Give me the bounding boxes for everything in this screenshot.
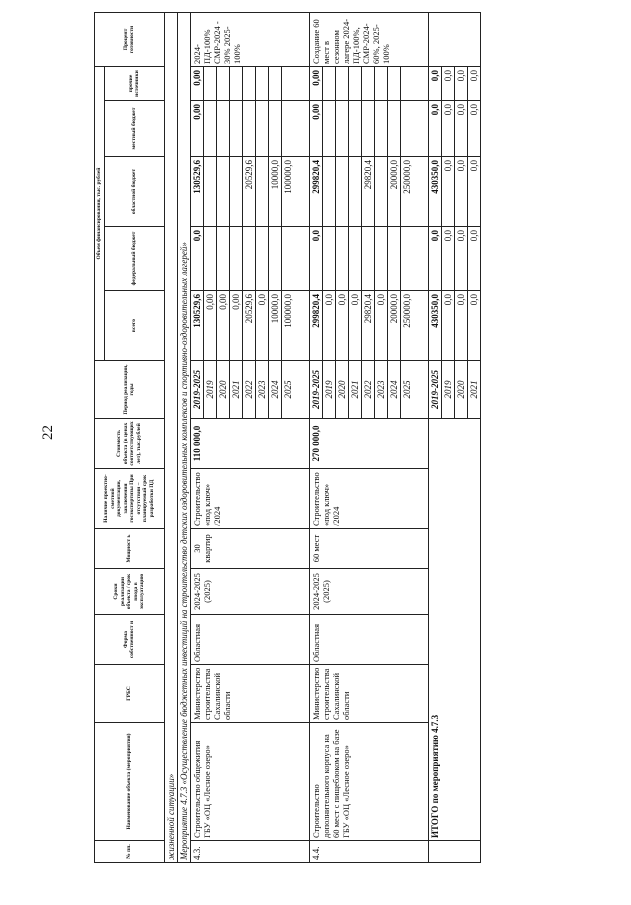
total-cell: 0,0 — [454, 291, 467, 361]
row-number — [428, 841, 480, 863]
capacity-cell: 30 квартир — [190, 529, 309, 569]
period-cell: 2019 — [441, 361, 454, 419]
regional-cell — [203, 157, 216, 227]
period-cell: 2025 — [281, 361, 309, 419]
regional-cell: 100000,0 — [281, 157, 309, 227]
local-cell — [268, 101, 281, 157]
local-cell — [348, 101, 361, 157]
period-cell: 2019-2025 — [309, 361, 322, 419]
header-capacity: Мощност ь — [95, 529, 165, 569]
total-rows — [428, 13, 480, 863]
local-cell — [322, 101, 335, 157]
grbs-cell: Министерство строительства Сахалинской области — [190, 665, 309, 723]
other-cell: 0,00 — [309, 67, 322, 101]
other-cell — [400, 67, 428, 101]
header-finance: Объем финансирования, тыс. рублей — [95, 67, 105, 361]
federal-cell — [242, 227, 255, 291]
local-cell — [242, 101, 255, 157]
total-cell: 299820,4 — [309, 291, 322, 361]
header-federal: федеральный бюджет — [104, 227, 164, 291]
federal-cell: 0,0 — [454, 227, 467, 291]
rotated-table-container — [94, 13, 591, 863]
local-cell — [216, 101, 229, 157]
header-regional: областной бюджет — [104, 157, 164, 227]
header-cost: Стоимость объекта (в ценах соответствующих лет), тыс.рублей — [95, 419, 165, 469]
object-rows — [190, 13, 428, 863]
capacity-cell: 60 мест — [309, 529, 428, 569]
other-cell — [348, 67, 361, 101]
federal-cell — [203, 227, 216, 291]
header-dates: Сроки реализации объекта / срок ввода в эксплуатацию — [95, 569, 165, 615]
dates-cell: 2024-2025 (2025) — [309, 569, 428, 615]
other-cell — [255, 67, 268, 101]
local-cell — [255, 101, 268, 157]
federal-cell — [348, 227, 361, 291]
period-cell: 2021 — [348, 361, 361, 419]
local-cell — [361, 101, 374, 157]
period-cell: 2019-2025 — [428, 361, 441, 419]
other-cell — [242, 67, 255, 101]
header-grbs: ГРБС — [95, 665, 165, 723]
header-local: местный бюджет — [104, 101, 164, 157]
row-number: 4.3. — [190, 841, 309, 863]
header-readiness: Процент готовности — [95, 13, 165, 67]
readiness-cell: Создание 60 мест в сезонном лагере 2024-ПД-100%, СМР-2024-60%, 2025-100% — [309, 13, 428, 67]
local-cell: 0,0 — [454, 101, 467, 157]
ownership-cell: Областная — [190, 615, 309, 665]
other-cell: 0,0 — [441, 67, 454, 101]
docs-cell: Строительство «под ключ» /2024 — [190, 469, 309, 529]
local-cell: 0,00 — [190, 101, 203, 157]
regional-cell: 10000,0 — [268, 157, 281, 227]
local-cell — [400, 101, 428, 157]
local-cell — [203, 101, 216, 157]
other-cell — [335, 67, 348, 101]
total-cell: 100000,0 — [281, 291, 309, 361]
other-cell — [203, 67, 216, 101]
docs-cell: Строительство «под ключ» /2024 — [309, 469, 428, 529]
federal-cell — [216, 227, 229, 291]
federal-cell: 0,0 — [190, 227, 203, 291]
local-cell — [335, 101, 348, 157]
cost-cell: 110 000,0 — [190, 419, 309, 469]
period-cell: 2023 — [374, 361, 387, 419]
period-cell: 2025 — [400, 361, 428, 419]
table-row — [428, 13, 441, 863]
other-cell — [322, 67, 335, 101]
other-cell — [216, 67, 229, 101]
other-cell: 0,00 — [190, 67, 203, 101]
regional-cell — [229, 157, 242, 227]
local-cell: 0,0 — [467, 101, 480, 157]
federal-cell — [255, 227, 268, 291]
period-cell: 2023 — [255, 361, 268, 419]
header-name: Наименование объекта (мероприятия) — [95, 723, 165, 841]
other-cell — [387, 67, 400, 101]
page-number: 22 — [40, 425, 56, 440]
regional-cell: 430350,0 — [428, 157, 441, 227]
regional-cell: 130529,6 — [190, 157, 203, 227]
total-cell: 0,0 — [335, 291, 348, 361]
row-number: 4.4. — [309, 841, 428, 863]
federal-cell: 0,0 — [428, 227, 441, 291]
total-cell: 430350,0 — [428, 291, 441, 361]
federal-cell — [281, 227, 309, 291]
header-num: № пп. — [95, 841, 165, 863]
other-cell: 0,0 — [428, 67, 441, 101]
table-row — [309, 13, 322, 863]
table-row — [190, 13, 203, 863]
total-cell: 250000,0 — [400, 291, 428, 361]
federal-cell: 0,0 — [441, 227, 454, 291]
regional-cell — [348, 157, 361, 227]
event-title: Мероприятие 4.7.3 «Осуществление бюджетных инвестиций на строительство детских оздоровительных комплексов и спортивно-оздоровительных лагерей» — [177, 13, 190, 863]
regional-cell — [322, 157, 335, 227]
federal-cell — [387, 227, 400, 291]
regional-cell: 299820,4 — [309, 157, 322, 227]
cost-cell: 270 000,0 — [309, 419, 428, 469]
total-cell: 29820,4 — [361, 291, 374, 361]
object-name: Строительство общежития ГБУ «ОЦ «Лесное озеро» — [190, 723, 309, 841]
total-cell: 0,00 — [216, 291, 229, 361]
federal-cell — [335, 227, 348, 291]
period-cell: 2021 — [229, 361, 242, 419]
header-ownership: Форма собственност и — [95, 615, 165, 665]
local-cell: 0,0 — [441, 101, 454, 157]
regional-cell: 0,0 — [454, 157, 467, 227]
period-cell: 2019 — [203, 361, 216, 419]
object-name: Строительство дополнительного корпуса на 60 мест с пищеблоком на базе ГБУ «ОЦ «Лесное озеро» — [309, 723, 428, 841]
period-cell: 2021 — [467, 361, 480, 419]
total-cell: 0,0 — [441, 291, 454, 361]
local-cell — [387, 101, 400, 157]
total-cell: 10000,0 — [268, 291, 281, 361]
header-period: Период реализации, годы — [95, 361, 165, 419]
period-cell: 2020 — [216, 361, 229, 419]
header-docs: Наличие проектно-сметной документации, заключения госэкспертизы При отсутствии – планируемый срок разработки ПД — [95, 469, 165, 529]
period-cell: 2019-2025 — [190, 361, 203, 419]
local-cell: 0,00 — [309, 101, 322, 157]
regional-cell: 0,0 — [441, 157, 454, 227]
period-cell: 2020 — [454, 361, 467, 419]
dates-cell: 2024-2025 (2025) — [190, 569, 309, 615]
regional-cell — [335, 157, 348, 227]
period-cell: 2024 — [268, 361, 281, 419]
regional-cell: 20000,0 — [387, 157, 400, 227]
other-cell — [268, 67, 281, 101]
regional-cell — [216, 157, 229, 227]
readiness-cell — [428, 13, 480, 67]
federal-cell — [361, 227, 374, 291]
period-cell: 2020 — [335, 361, 348, 419]
federal-cell — [229, 227, 242, 291]
federal-cell — [322, 227, 335, 291]
total-label: ИТОГО по мероприятию 4.7.3 — [428, 419, 480, 841]
other-cell — [374, 67, 387, 101]
total-cell: 0,00 — [229, 291, 242, 361]
total-cell: 20000,0 — [387, 291, 400, 361]
federal-cell — [374, 227, 387, 291]
regional-cell: 29820,4 — [361, 157, 374, 227]
regional-cell — [374, 157, 387, 227]
local-cell — [374, 101, 387, 157]
total-cell: 0,0 — [467, 291, 480, 361]
readiness-cell: 2024-ПД-100% СМР-2024 - 30% 2025-100% — [190, 13, 309, 67]
total-cell: 130529,6 — [190, 291, 203, 361]
regional-cell: 250000,0 — [400, 157, 428, 227]
total-cell: 20529,6 — [242, 291, 255, 361]
fragment-row: жизненной ситуации» — [164, 13, 177, 863]
federal-cell: 0,0 — [467, 227, 480, 291]
ownership-cell: Областная — [309, 615, 428, 665]
other-cell: 0,0 — [454, 67, 467, 101]
other-cell — [229, 67, 242, 101]
total-cell: 0,00 — [203, 291, 216, 361]
total-cell: 0,0 — [374, 291, 387, 361]
federal-cell — [268, 227, 281, 291]
local-cell — [281, 101, 309, 157]
regional-cell: 20529,6 — [242, 157, 255, 227]
period-cell: 2022 — [242, 361, 255, 419]
total-cell: 0,0 — [255, 291, 268, 361]
federal-cell: 0,0 — [309, 227, 322, 291]
header-other: прочие источники — [104, 67, 164, 101]
local-cell — [229, 101, 242, 157]
other-cell — [281, 67, 309, 101]
local-cell: 0,0 — [428, 101, 441, 157]
period-cell: 2019 — [322, 361, 335, 419]
other-cell: 0,0 — [467, 67, 480, 101]
grbs-cell: Министерство строительства Сахалинской области — [309, 665, 428, 723]
period-cell: 2022 — [361, 361, 374, 419]
period-cell: 2024 — [387, 361, 400, 419]
federal-cell — [400, 227, 428, 291]
total-cell: 0,0 — [348, 291, 361, 361]
other-cell — [361, 67, 374, 101]
total-cell: 0,0 — [322, 291, 335, 361]
financing-table — [94, 12, 481, 863]
regional-cell — [255, 157, 268, 227]
regional-cell: 0,0 — [467, 157, 480, 227]
header-total: всего — [104, 291, 164, 361]
